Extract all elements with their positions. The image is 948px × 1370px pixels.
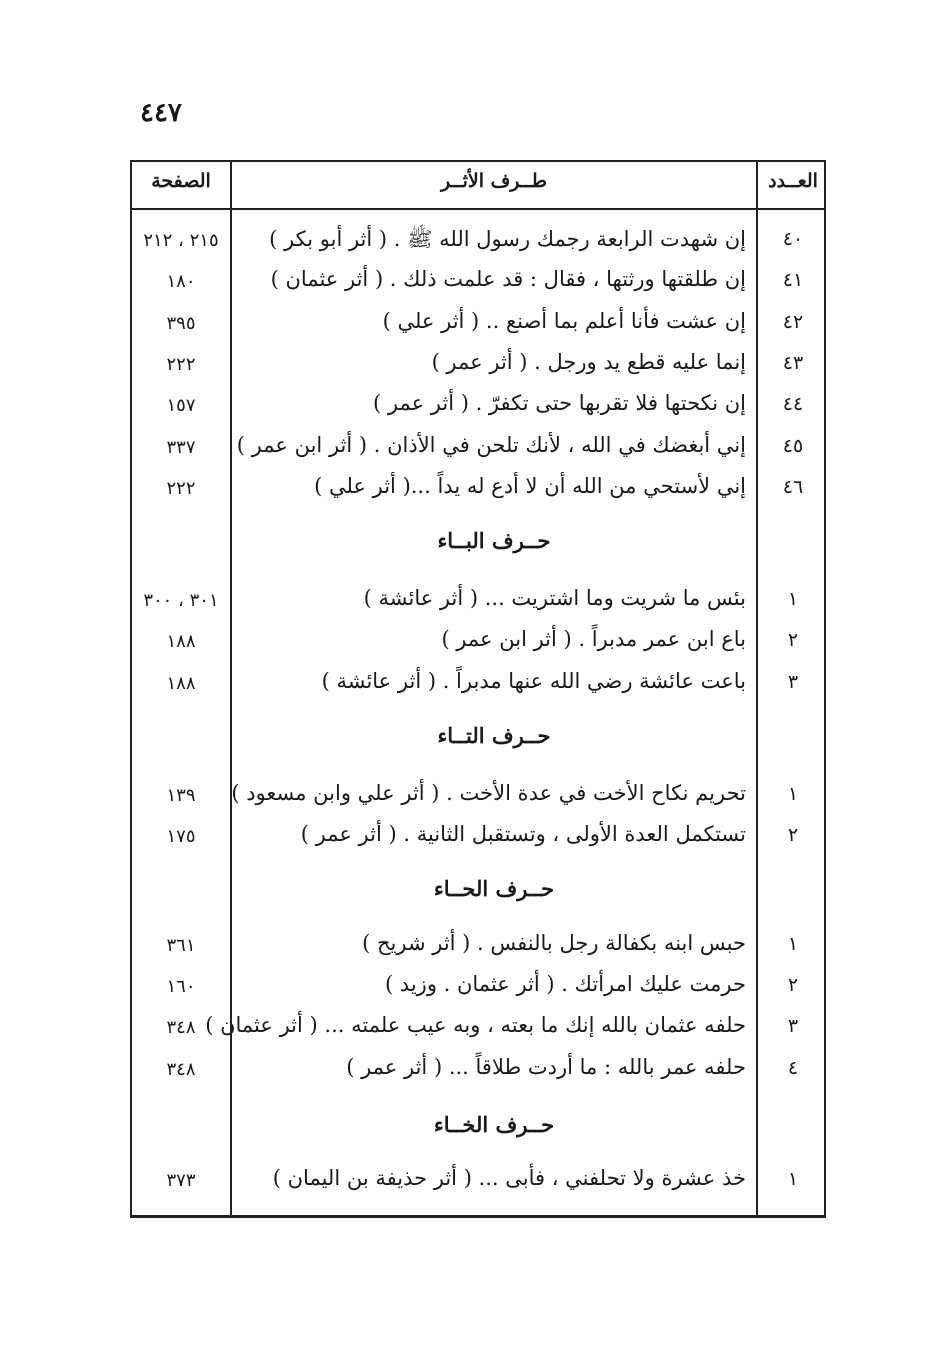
row-text: حرمت عليك امرأتك . ( أثر عثمان . وزيد ) (384, 972, 746, 996)
row-text: إني لأستحي من الله أن لا أدع له يداً ...( أثر علي ) (314, 474, 746, 498)
row-number: ١ (787, 588, 799, 610)
table-row (132, 623, 824, 663)
row-page: ١٧٥ (166, 826, 196, 847)
table-row (132, 818, 824, 858)
row-number: ٤٢ (782, 311, 804, 333)
row-number: ١ (787, 783, 799, 805)
row-text: بئس ما شريت وما اشتريت ... ( أثر عائشة ) (363, 586, 746, 610)
row-page: ٣٤٨ (166, 1059, 196, 1080)
row-text: خذ عشرة ولا تحلفني ، فأبى ... ( أثر حذيفة بن اليمان ) (272, 1166, 746, 1190)
row-page: ٣٩٥ (166, 313, 196, 334)
row-page: ٢٢٢ (166, 354, 196, 375)
table-row (132, 470, 824, 510)
row-number: ٤٥ (782, 435, 804, 457)
page-number: ٤٤٧ (140, 98, 182, 128)
row-number: ٣ (787, 1015, 799, 1037)
row-text: باعت عائشة رضي الله عنها مدبراً . ( أثر عائشة ) (321, 669, 746, 693)
table-row (132, 777, 824, 817)
table-row (132, 968, 824, 1008)
row-text: حبس ابنه بكفالة رجل بالنفس . ( أثر شريح ) (362, 931, 746, 955)
row-page: ١٥٧ (166, 395, 196, 416)
header-divider (132, 208, 824, 210)
row-page: ٣٠١ ، ٣٠٠ (143, 590, 219, 611)
header-page: الصفحة (151, 170, 211, 192)
row-page: ١٨٠ (166, 271, 196, 292)
row-text: تستكمل العدة الأولى ، وتستقبل الثانية . ( أثر عمر ) (300, 822, 746, 846)
header-text: طــرف الأثــر (440, 170, 548, 192)
row-page: ٣٤٨ (166, 1017, 196, 1038)
row-page: ٣٦١ (166, 935, 196, 956)
section-heading-ta: حــرف التــاء (437, 723, 551, 748)
header-number: العــدد (768, 170, 818, 192)
table-row (132, 305, 824, 345)
row-text: باع ابن عمر مدبراً . ( أثر ابن عمر ) (441, 627, 746, 651)
table-row (132, 665, 824, 705)
table-row (132, 1009, 824, 1049)
section-heading-kha: حــرف الخــاء (433, 1112, 555, 1137)
row-number: ٤٤ (782, 393, 804, 415)
row-text: حلفه عمر بالله : ما أردت طلاقاً ... ( أثر عمر ) (346, 1055, 746, 1079)
table-row (132, 346, 824, 386)
row-text: إن عشت فأنا أعلم بما أصنع .. ( أثر علي ) (382, 309, 746, 333)
row-number: ٤٣ (782, 352, 804, 374)
table-row (132, 582, 824, 622)
table-row (132, 387, 824, 427)
index-table (130, 160, 826, 1218)
row-text: إن طلقتها ورثتها ، فقال : قد علمت ذلك . ( أثر عثمان ) (270, 267, 746, 291)
row-number: ٤٦ (782, 476, 804, 498)
row-page: ٢٢٢ (166, 478, 196, 499)
table-row (132, 222, 824, 262)
table-row (132, 1162, 824, 1202)
row-page: ١٦٠ (166, 976, 196, 997)
row-page: ٣٧٣ (166, 1170, 196, 1191)
row-number: ١ (787, 1168, 799, 1190)
row-number: ٢ (787, 824, 799, 846)
row-text: إن نكحتها فلا تقربها حتى تكفرّ . ( أثر عمر ) (372, 391, 746, 415)
section-heading-ba: حــرف البــاء (437, 528, 551, 553)
row-page: ١٣٩ (166, 785, 196, 806)
row-number: ١ (787, 933, 799, 955)
row-page: ١٨٨ (166, 673, 196, 694)
row-number: ٣ (787, 671, 799, 693)
row-text: إن شهدت الرابعة رجمك رسول الله ﷺ . ( أثر أبو بكر ) (269, 227, 746, 251)
table-row (132, 1051, 824, 1091)
row-number: ٤٠ (782, 228, 804, 250)
section-heading-ha: حــرف الحــاء (433, 876, 555, 901)
row-number: ٢ (787, 629, 799, 651)
row-page: ٢١٥ ، ٢١٢ (143, 230, 219, 251)
row-text: حلفه عثمان بالله إنك ما بعته ، وبه عيب علمته ... ( أثر عثمان ) (205, 1013, 746, 1037)
row-text: إنما عليه قطع يد ورجل . ( أثر عمر ) (431, 350, 746, 374)
table-row (132, 263, 824, 303)
row-number: ٢ (787, 974, 799, 996)
row-text: تحريم نكاح الأخت في عدة الأخت . ( أثر علي وابن مسعود ) (231, 781, 746, 805)
table-row (132, 429, 824, 469)
row-number: ٤١ (782, 269, 804, 291)
table-row (132, 927, 824, 967)
row-page: ١٨٨ (166, 631, 196, 652)
row-number: ٤ (787, 1057, 799, 1079)
row-page: ٣٣٧ (166, 437, 196, 458)
row-text: إني أبغضك في الله ، لأنك تلحن في الأذان . ( أثر ابن عمر ) (236, 433, 746, 457)
